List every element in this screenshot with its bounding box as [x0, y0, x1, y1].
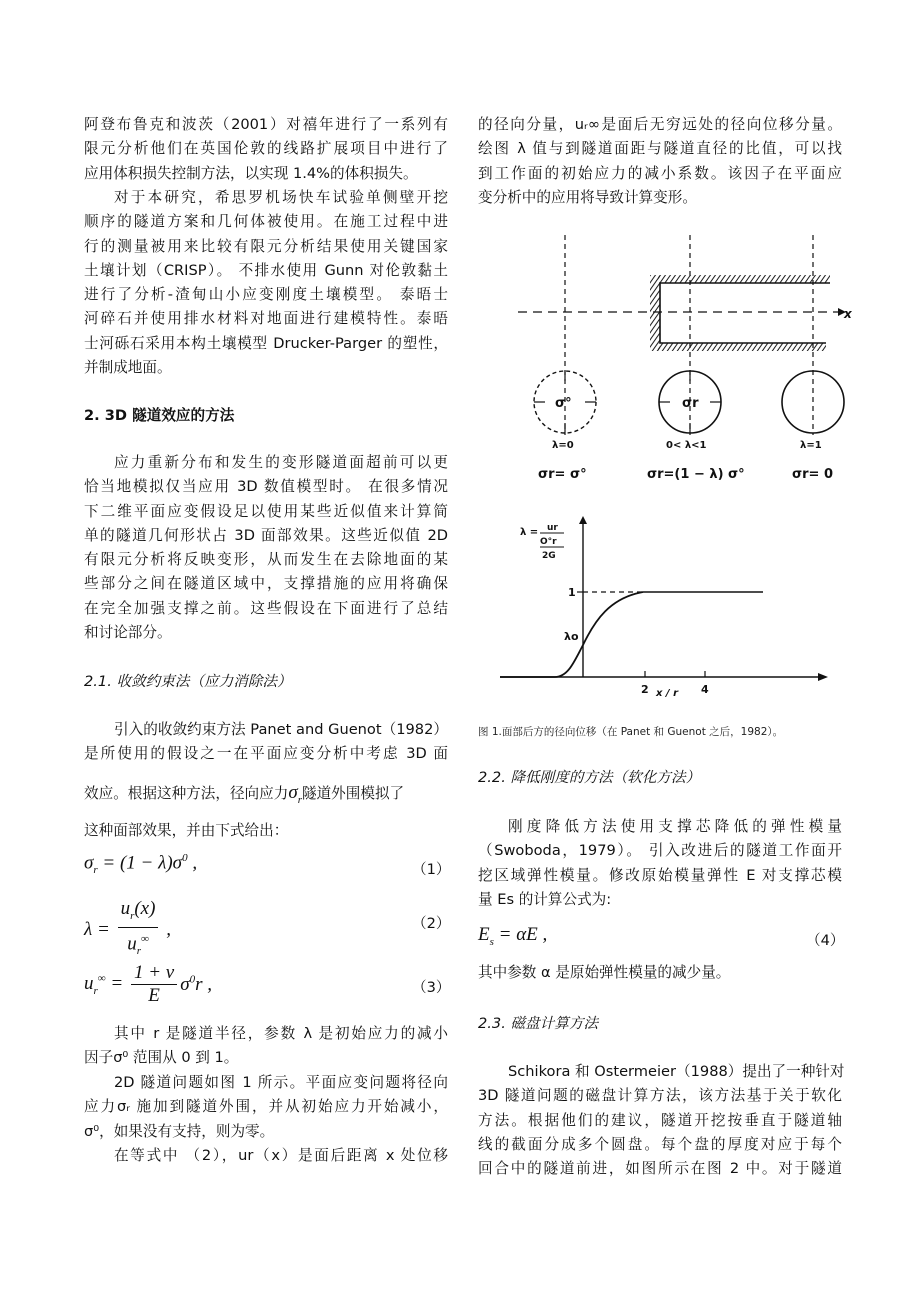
y-axis-label: λ =: [520, 527, 539, 538]
paragraph-3d-methods: [84, 451, 448, 645]
paragraph-radius: [84, 1022, 448, 1071]
text-line: 和讨论部分。: [84, 624, 172, 642]
text-line: 其中参数 α 是原始弹性模量的减少量。: [478, 964, 731, 981]
x-axis-arrow-icon: [818, 673, 828, 681]
text-line: 变分析中的应用将导致计算变形。: [478, 188, 697, 206]
text-line: 到工作面的初始应力的减小系数。该因子在平面应: [478, 164, 842, 182]
y-tick-label: 1: [568, 586, 576, 599]
section-heading-2-3: 2.3. 磁盘计算方法: [478, 1015, 599, 1032]
text-line: （Swoboda，1979）。 引入改进后的隧道工作面开: [478, 842, 842, 860]
section-heading-2: 2. 3D 隧道效应的方法: [84, 407, 235, 424]
text-line: 挖区域弹性模量。修改原始模量弹性 E 对支撑芯模: [478, 866, 842, 884]
text-line: 土壤计划（CRISP）。 不排水使用 Gunn 对伦敦黏土: [84, 261, 448, 279]
paragraph-stiffness: [478, 815, 842, 912]
text-line: 的径向分量，uᵣ∞是面后无穷远处的径向位移分量。: [478, 116, 842, 133]
section-heading-2-1: 2.1. 收敛约束法（应力消除法）: [84, 673, 292, 690]
equation-number-4: （4）: [806, 932, 845, 949]
text-line: 因子σ⁰ 范围从 0 到 1。: [84, 1049, 239, 1067]
text-line: 是所使用的假设之一在平面应变分析中考虑 3D 面: [84, 745, 448, 763]
text-line: 河碎石并使用排水材料对地面进行建模特性。泰晤: [84, 310, 448, 328]
text-line: 行的测量被用来比较有限元分析结果使用关键国家: [84, 237, 448, 255]
text-line: 单的隧道几何形状占 3D 面部效果。这些近似值 2D: [84, 526, 448, 544]
text-line: 有限元分析将反映变形，从而发生在去除地面的某: [84, 551, 448, 569]
text-line: 在等式中 （2），ur（x）是面后距离 x 处位移: [114, 1147, 448, 1164]
text-line: 顺序的隧道方案和几何体被使用。在施工过程中进: [84, 213, 448, 231]
tunnel-outline: [650, 275, 830, 351]
text-line: 士河砾石采用本构土壤模型 Drucker-Parger 的塑性，: [84, 334, 448, 352]
text-line: 下二维平面应变假设足以使用某些近似值来计算简: [84, 502, 448, 520]
equation-number-2: （2）: [412, 915, 451, 932]
equation-2: λ = $\frac{u_r(x)}{u_r^\infty}$ ,: [84, 898, 171, 957]
text-line: 引入的收敛约束方法 Panet and Guenot（1982）: [114, 721, 448, 738]
paragraph-disc-method: [478, 1060, 845, 1181]
text-line: [84, 781, 448, 805]
stress-formula: σr= 0: [792, 467, 833, 482]
text-line: 些部分之间在隧道区域中，支撑措施的应用将确保: [84, 575, 448, 593]
text-line: 在完全加强支撑之前。这些假设在下面进行了总结: [84, 599, 448, 617]
y-axis-arrow-icon: [579, 516, 587, 524]
paragraph-equation-note: [84, 1144, 448, 1168]
text-line: 回合中的隧道前进，如图所示在图 2 中。对于隧道: [478, 1160, 842, 1178]
x-tick-label: 2: [641, 683, 649, 696]
text-line: 并制成地面。: [84, 359, 172, 377]
lambda-curve-chart: [500, 516, 828, 699]
text-line: 应用体积损失控制方法，以实现 1.4%的体积损失。: [84, 164, 418, 182]
equation-4: $E_s = \alpha E$ ,: [478, 924, 548, 948]
circle-label: σr: [682, 396, 699, 411]
text-line: Schikora 和 Ostermeier（1988）提出了一种针对: [508, 1063, 845, 1080]
y-axis-label: 2G: [542, 551, 556, 561]
text-line: 量 Es 的计算公式为:: [478, 890, 612, 908]
paragraph-radial: [478, 113, 842, 210]
x-tick-label: 4: [701, 683, 709, 696]
circle-label: σ°: [555, 396, 572, 411]
text-line: 这种面部效果，并由下式给出：: [84, 821, 289, 839]
paragraph-convergence: [84, 718, 448, 843]
lambda0-label: λo: [564, 630, 579, 643]
text-line: 进行了分析-渣甸山小应变刚度土壤模型。 泰晤士: [84, 286, 448, 304]
text-line: 其中 r 是隧道半径，参数 λ 是初始应力的减小: [114, 1025, 448, 1042]
stress-formula: σr=(1 − λ) σ°: [647, 467, 745, 482]
axis-label-x: x: [844, 307, 852, 321]
paragraph-study: [84, 186, 448, 380]
lambda-label: 0< λ<1: [666, 440, 707, 451]
text-line: 阿登布鲁克和波茨（2001）对禧年进行了一系列有: [84, 116, 448, 133]
text-line: 2D 隧道问题如图 1 所示。平面应变问题将径向: [114, 1074, 448, 1091]
text-line: 线的截面分成多个圆盘。每个盘的厚度对应于每个: [478, 1135, 842, 1153]
lambda-label: λ=0: [552, 440, 574, 451]
equation-3: $u_r^\infty$ = $\frac{1 + v}{E}$ $\sigma^0r$ ,: [84, 962, 212, 1006]
paragraph-intro: [84, 113, 448, 186]
text-line: 应力重新分布和发生的变形隧道面超前可以更: [114, 454, 448, 471]
equation-1: $\sigma_r = (1 - \lambda)\sigma^0$ ,: [84, 852, 198, 877]
equation-number-3: （3）: [412, 979, 451, 996]
stress-formula: σr= σ°: [538, 467, 587, 482]
equation-number-1: （1）: [412, 861, 451, 878]
section-heading-2-2: 2.2. 降低刚度的方法（软化方法）: [478, 769, 701, 786]
text-line: σ⁰，如果没有支持，则为零。: [84, 1122, 275, 1140]
text-line: 应力σᵣ 施加到隧道外围，并从初始应力开始减小，: [84, 1098, 448, 1116]
text-line: 对于本研究，希思罗机场快车试验单侧壁开挖: [114, 189, 448, 206]
text-line: 恰当地模拟仅当应用 3D 数值模型时。 在很多情况: [84, 478, 448, 496]
text-line: 方法。根据他们的建议，隧道开挖按垂直于隧道轴: [478, 1111, 842, 1129]
figure-1-radial-displacement: [500, 230, 850, 710]
text-line: 刚度降低方法使用支撑芯降低的弹性模量: [508, 818, 842, 835]
paragraph-alpha: [478, 961, 842, 985]
lambda-label: λ=1: [800, 440, 822, 451]
paragraph-2d-problem: [84, 1071, 448, 1144]
y-axis-label: ur: [547, 523, 558, 533]
sigma-r-symbol: $\sigma_r$: [288, 781, 302, 806]
text-span: 隧道外围模拟了: [301, 784, 405, 802]
text-span: 效应。根据这种方法，径向应力: [84, 784, 289, 802]
text-line: 绘图 λ 值与到隧道面距与隧道直径的比值，可以找: [478, 140, 842, 158]
text-line: 3D 隧道问题的磁盘计算方法，该方法基于关于软化: [478, 1087, 842, 1105]
y-axis-label: O°r: [540, 537, 557, 547]
figure-caption: 图 1.面部后方的径向位移（在 Panet 和 Guenot 之后，1982）。: [478, 726, 784, 738]
x-axis-label: x / r: [656, 688, 678, 699]
text-line: 限元分析他们在英国伦敦的线路扩展项目中进行了: [84, 140, 448, 158]
